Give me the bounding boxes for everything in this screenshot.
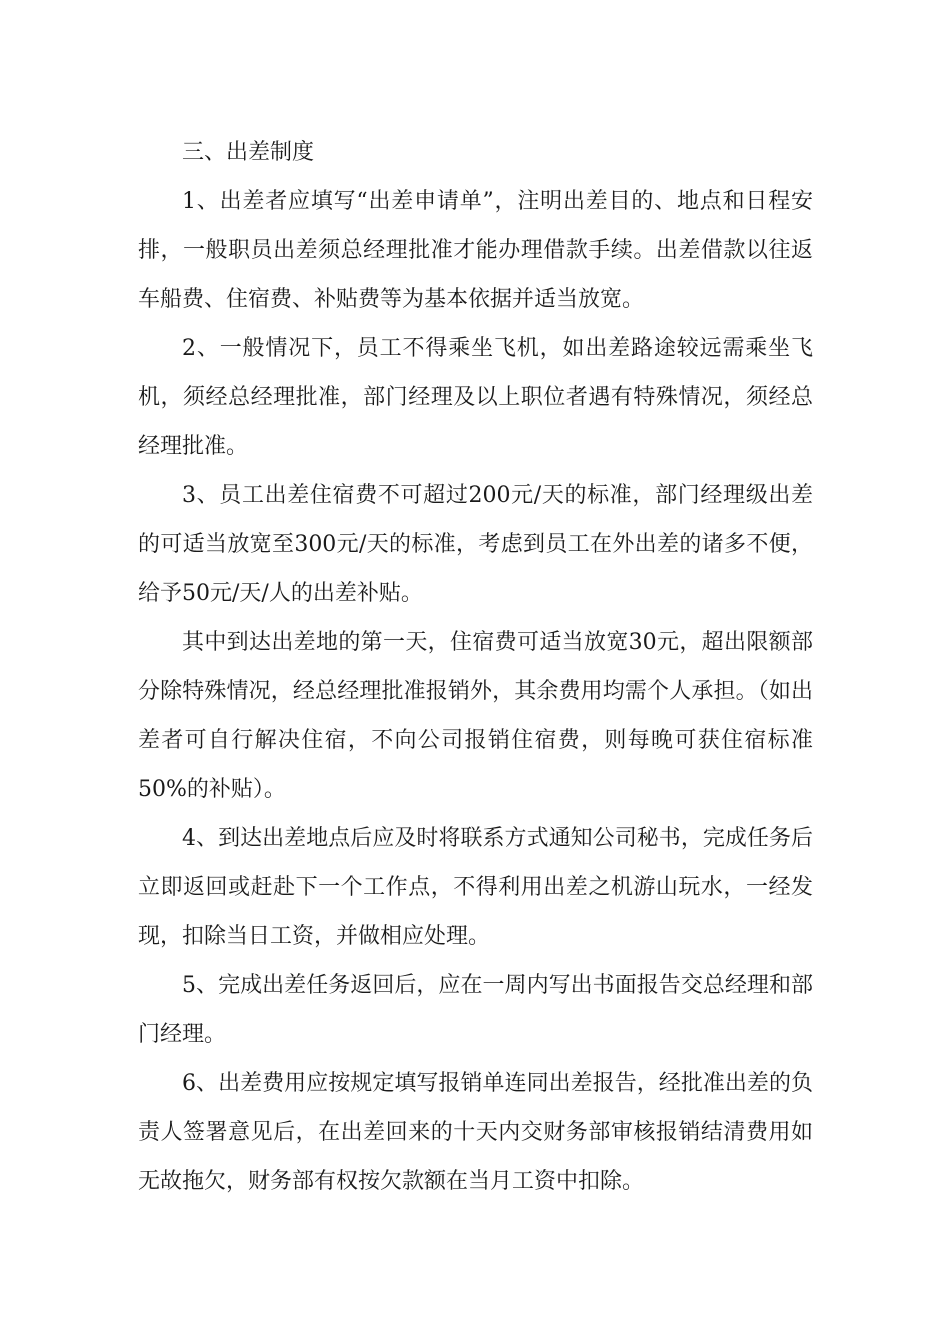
paragraph-travel-application: 1、出差者应填写“出差申请单”，注明出差目的、地点和日程安排，一般职员出差须总经理批准才能办理借款手续。出差借款以往返车船费、住宿费、补贴费等为基本依据并适当放宽。 [138,189,813,312]
paragraph-lodging-standard: 3、员工出差住宿费不可超过200元/天的标准，部门经理级出差的可适当放宽至300元/天的标准，考虑到员工在外出差的诸多不便，给予50元/天/人的出差补贴。 [138,483,813,606]
paragraph-written-report: 5、完成出差任务返回后，应在一周内写出书面报告交总经理和部门经理。 [138,973,813,1047]
paragraph-first-day-lodging: 其中到达出差地的第一天，住宿费可适当放宽30元，超出限额部分除特殊情况，经总经理批准报销外，其余费用均需个人承担。（如出差者可自行解决住宿，不向公司报销住宿费，则每晚可获住宿标准50%的补贴）。 [138,630,813,802]
section-heading: 三、出差制度 [182,140,315,165]
document-body [138,128,813,1206]
paragraph-expense-reimbursement: 6、出差费用应按规定填写报销单连同出差报告，经批准出差的负责人签署意见后，在出差回来的十天内交财务部审核报销结清费用如无故拖欠，财务部有权按欠款额在当月工资中扣除。 [138,1071,813,1194]
paragraph-contact-secretary: 4、到达出差地点后应及时将联系方式通知公司秘书，完成任务后立即返回或赶赴下一个工作点，不得利用出差之机游山玩水，一经发现，扣除当日工资，并做相应处理。 [138,826,813,949]
paragraph-air-travel: 2、一般情况下，员工不得乘坐飞机，如出差路途较远需乘坐飞机，须经总经理批准，部门经理及以上职位者遇有特殊情况，须经总经理批准。 [138,336,813,459]
